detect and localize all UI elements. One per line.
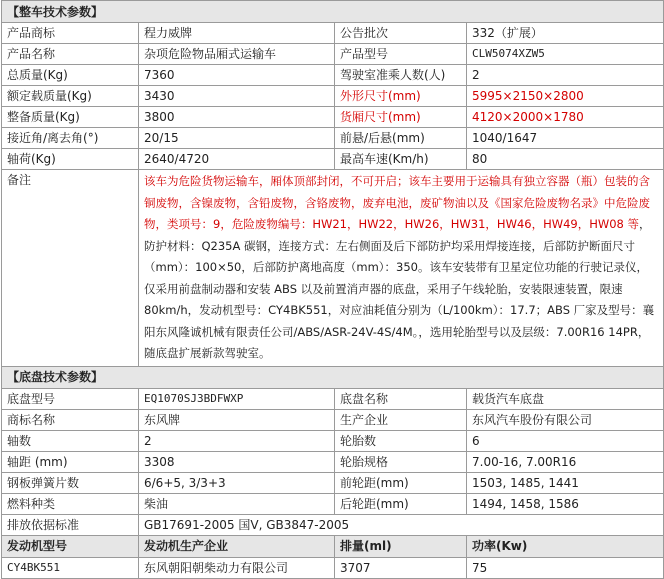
notes-row [2,170,664,367]
emission-value: GB17691-2005 国V, GB3847-2005 [139,514,664,535]
table-row [2,493,664,514]
engine-displacement: 3707 [335,557,467,578]
engine-power: 75 [467,557,664,578]
table-row [2,388,664,409]
engine-model: CY4BK551 [2,557,139,578]
field-label: 外形尺寸(mm) [335,86,467,107]
field-label: 轮胎规格 [335,451,467,472]
table-row [2,409,664,430]
field-value: 80 [467,149,664,170]
field-value: 1494, 1458, 1586 [467,493,664,514]
field-value: 东风汽车股份有限公司 [467,409,664,430]
notes-value [139,170,664,367]
table-row [2,86,664,107]
field-value: 东风牌 [139,409,335,430]
field-value: 4120×2000×1780 [467,107,664,128]
emission-label: 排放依据标准 [2,514,139,535]
table-row [2,107,664,128]
table-row [2,514,664,535]
field-label: 底盘名称 [335,388,467,409]
table-row [2,149,664,170]
field-value: 程力威牌 [139,23,335,44]
field-value: 杂项危险物品厢式运输车 [139,44,335,65]
field-label: 轴距 (mm) [2,451,139,472]
field-label: 前悬/后悬(mm) [335,128,467,149]
vehicle-section-header [2,1,664,23]
table-row [2,65,664,86]
field-label: 轴数 [2,430,139,451]
engine-header-row [2,535,664,557]
field-label: 额定载质量(Kg) [2,86,139,107]
field-value: 2 [139,430,335,451]
field-label: 总质量(Kg) [2,65,139,86]
field-value: 20/15 [139,128,335,149]
field-value: 5995×2150×2800 [467,86,664,107]
field-label: 货厢尺寸(mm) [335,107,467,128]
field-value: 7.00-16, 7.00R16 [467,451,664,472]
field-label: 产品名称 [2,44,139,65]
field-value: 3800 [139,107,335,128]
field-label: 产品商标 [2,23,139,44]
field-label: 公告批次 [335,23,467,44]
field-label: 商标名称 [2,409,139,430]
field-value: 1040/1647 [467,128,664,149]
field-value: 载货汽车底盘 [467,388,664,409]
table-row [2,23,664,44]
field-label: 后轮距(mm) [335,493,467,514]
field-value: 6/6+5, 3/3+3 [139,472,335,493]
notes-red-text: 该车为危险货物运输车，厢体顶部封闭，不可开启；该车主要用于运输具有独立容器（瓶）包装的含铜废物，含镍废物，含铅废物，含铬废物，废弃电池，废矿物油以及《国家危险废物名录》中危险废物，类项号：9，危险废物编号：HW21，HW22，HW26，HW31，HW46，HW49，HW08 等 [144,174,650,231]
engine-displacement-header: 排量(ml) [335,535,467,557]
field-value: 332（扩展） [467,23,664,44]
field-label: 最高车速(Km/h) [335,149,467,170]
field-value: 2 [467,65,664,86]
field-value: 1503, 1485, 1441 [467,472,664,493]
table-row [2,128,664,149]
field-value: 6 [467,430,664,451]
chassis-section-header [2,366,664,388]
field-value: 3308 [139,451,335,472]
field-value: 柴油 [139,493,335,514]
chassis-section-title: 【底盘技术参数】 [2,366,664,388]
field-label: 轮胎数 [335,430,467,451]
spec-table [1,0,664,579]
table-row [2,430,664,451]
field-value: 7360 [139,65,335,86]
field-value: 3430 [139,86,335,107]
engine-maker: 东风朝阳朝柴动力有限公司 [139,557,335,578]
spec-sheet [1,0,663,579]
field-label: 燃料种类 [2,493,139,514]
field-value: 2640/4720 [139,149,335,170]
engine-row [2,557,664,578]
field-label: 接近角/离去角(°) [2,128,139,149]
notes-label: 备注 [2,170,139,367]
table-row [2,472,664,493]
field-label: 生产企业 [335,409,467,430]
field-label: 钢板弹簧片数 [2,472,139,493]
field-label: 底盘型号 [2,388,139,409]
field-value: CLW5074XZW5 [467,44,664,65]
notes-black-text: ，防护材料：Q235A 碳钢，连接方式：左右侧面及后下部防护均采用焊接连接，后部防护断面尺寸（mm）：100×50，后部防护离地高度（mm）：350。该车安装带有卫星定位功能的行驶记录仪，仅采用前盘制动器和安装 ABS 以及前置消声器的底盘，采用子午线轮胎，安装限速装置，限速 80km/h，发动机型号：CY4BK551，对应油耗值分别为（L/100km）：17.7；ABS 厂家及型号：襄阳东风隆诚机械有限责任公司/ABS/ASR-24V-4S/4M。，选用轮胎型号以及层级：7.00R16 14PR，随底盘扩展新款驾驶室。 [144,217,655,360]
field-label: 整备质量(Kg) [2,107,139,128]
field-label: 前轮距(mm) [335,472,467,493]
table-row [2,451,664,472]
field-label: 产品型号 [335,44,467,65]
table-row [2,44,664,65]
field-label: 驾驶室准乘人数(人) [335,65,467,86]
engine-maker-header: 发动机生产企业 [139,535,335,557]
field-value: EQ1070SJ3BDFWXP [139,388,335,409]
engine-model-header: 发动机型号 [2,535,139,557]
vehicle-section-title: 【整车技术参数】 [2,1,664,23]
engine-power-header: 功率(Kw) [467,535,664,557]
field-label: 轴荷(Kg) [2,149,139,170]
